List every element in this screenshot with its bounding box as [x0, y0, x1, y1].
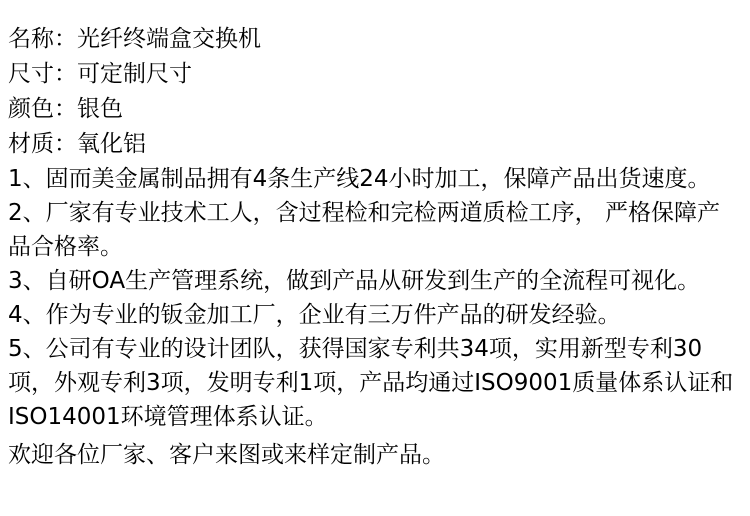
spec-line-name: 名称：光纤终端盒交换机 [8, 26, 261, 52]
feature-paragraph-5: 5、公司有专业的设计团队，获得国家专利共34项，实用新型专利30项，外观专利3项，发明专利1项，产品均通过ISO9001质量体系认证和ISO14001环境管理体系认证。 [8, 336, 734, 430]
spec-line-material: 材质：氧化铝 [8, 131, 146, 157]
spec-line-color: 颜色：银色 [8, 96, 123, 122]
feature-paragraph-4: 4、作为专业的钣金加工厂，企业有三万件产品的研发经验。 [8, 302, 621, 328]
feature-paragraph-3: 3、自研OA生产管理系统，做到产品从研发到生产的全流程可视化。 [8, 268, 701, 294]
document-body [8, 22, 740, 472]
closing-invitation: 欢迎各位厂家、客户来图或来样定制产品。 [8, 442, 445, 468]
spec-line-size: 尺寸：可定制尺寸 [8, 61, 192, 87]
feature-paragraph-2: 2、厂家有专业技术工人，含过程检和完检两道质检工序， 严格保障产品合格率。 [8, 200, 720, 260]
feature-paragraph-1: 1、固而美金属制品拥有4条生产线24小时加工，保障产品出货速度。 [8, 166, 711, 192]
